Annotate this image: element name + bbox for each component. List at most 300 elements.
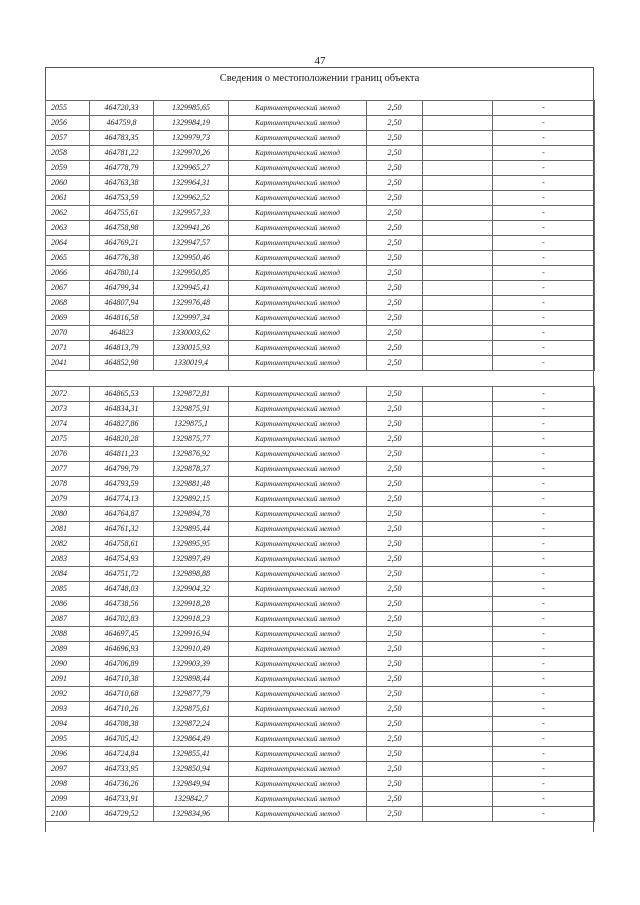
empty-cell [423, 387, 493, 402]
point-number: 2072 [46, 387, 90, 402]
description-cell: - [493, 762, 595, 777]
empty-cell [423, 537, 493, 552]
point-number: 2073 [46, 402, 90, 417]
table-row [46, 792, 595, 807]
accuracy-cell: 2,50 [367, 146, 423, 161]
coordinate-y: 1329918,28 [154, 597, 229, 612]
accuracy-cell: 2,50 [367, 176, 423, 191]
method-cell: Картометрический метод [229, 552, 367, 567]
description-cell: - [493, 311, 595, 326]
coordinate-x: 464696,93 [90, 642, 154, 657]
accuracy-cell: 2,50 [367, 101, 423, 116]
point-number: 2087 [46, 612, 90, 627]
method-cell: Картометрический метод [229, 612, 367, 627]
description-cell: - [493, 447, 595, 462]
accuracy-cell: 2,50 [367, 447, 423, 462]
description-cell: - [493, 627, 595, 642]
empty-cell [423, 807, 493, 822]
table-row [46, 672, 595, 687]
point-number: 2065 [46, 251, 90, 266]
coordinate-x: 464781,22 [90, 146, 154, 161]
method-cell: Картометрический метод [229, 116, 367, 131]
coordinate-y: 1329894,78 [154, 507, 229, 522]
empty-cell [423, 251, 493, 266]
point-number: 2097 [46, 762, 90, 777]
method-cell: Картометрический метод [229, 627, 367, 642]
coordinate-y: 1329855,41 [154, 747, 229, 762]
table-row [46, 807, 595, 822]
table-row [46, 477, 595, 492]
coordinate-x: 464708,38 [90, 717, 154, 732]
method-cell: Картометрический метод [229, 402, 367, 417]
coordinate-y: 1329875,91 [154, 402, 229, 417]
coordinate-x: 464807,94 [90, 296, 154, 311]
point-number: 2091 [46, 672, 90, 687]
empty-cell [423, 281, 493, 296]
empty-cell [423, 266, 493, 281]
empty-cell [423, 777, 493, 792]
table-row [46, 612, 595, 627]
empty-cell [423, 687, 493, 702]
point-number: 2069 [46, 311, 90, 326]
point-number: 2075 [46, 432, 90, 447]
table-row [46, 717, 595, 732]
empty-cell [423, 447, 493, 462]
point-number: 2098 [46, 777, 90, 792]
coordinate-y: 1329864,49 [154, 732, 229, 747]
table-row [46, 522, 595, 537]
coordinate-x: 464778,79 [90, 161, 154, 176]
coordinate-x: 464754,93 [90, 552, 154, 567]
method-cell: Картометрический метод [229, 732, 367, 747]
coordinate-y: 1329941,26 [154, 221, 229, 236]
point-number: 2079 [46, 492, 90, 507]
point-number: 2055 [46, 101, 90, 116]
description-cell: - [493, 221, 595, 236]
method-cell: Картометрический метод [229, 567, 367, 582]
coordinate-y: 1329842,7 [154, 792, 229, 807]
description-cell: - [493, 582, 595, 597]
coordinate-y: 1329872,24 [154, 717, 229, 732]
accuracy-cell: 2,50 [367, 582, 423, 597]
empty-cell [423, 717, 493, 732]
coordinate-x: 464751,72 [90, 567, 154, 582]
table-row [46, 747, 595, 762]
table-row [46, 447, 595, 462]
description-cell: - [493, 281, 595, 296]
description-cell: - [493, 492, 595, 507]
coordinate-x: 464799,34 [90, 281, 154, 296]
coordinate-y: 1329964,31 [154, 176, 229, 191]
coordinate-x: 464764,87 [90, 507, 154, 522]
empty-cell [423, 642, 493, 657]
method-cell: Картометрический метод [229, 762, 367, 777]
empty-cell [423, 176, 493, 191]
coordinate-y: 1329898,44 [154, 672, 229, 687]
empty-cell [423, 567, 493, 582]
method-cell: Картометрический метод [229, 582, 367, 597]
coordinate-x: 464776,38 [90, 251, 154, 266]
accuracy-cell: 2,50 [367, 792, 423, 807]
point-number: 2100 [46, 807, 90, 822]
point-number: 2095 [46, 732, 90, 747]
point-number: 2074 [46, 417, 90, 432]
point-number: 2056 [46, 116, 90, 131]
coordinate-x: 464705,42 [90, 732, 154, 747]
coordinate-y: 1329957,33 [154, 206, 229, 221]
accuracy-cell: 2,50 [367, 717, 423, 732]
coordinate-y: 1329897,49 [154, 552, 229, 567]
accuracy-cell: 2,50 [367, 281, 423, 296]
point-number: 2096 [46, 747, 90, 762]
accuracy-cell: 2,50 [367, 672, 423, 687]
method-cell: Картометрический метод [229, 251, 367, 266]
empty-cell [423, 792, 493, 807]
method-cell: Картометрический метод [229, 356, 367, 371]
method-cell: Картометрический метод [229, 522, 367, 537]
accuracy-cell: 2,50 [367, 131, 423, 146]
coordinate-x: 464710,68 [90, 687, 154, 702]
table-row [46, 627, 595, 642]
table-row [46, 552, 595, 567]
coordinate-y: 1329875,61 [154, 702, 229, 717]
coordinate-y: 1329997,34 [154, 311, 229, 326]
accuracy-cell: 2,50 [367, 356, 423, 371]
coordinates-table-2 [45, 386, 595, 822]
coordinate-y: 1329965,27 [154, 161, 229, 176]
accuracy-cell: 2,50 [367, 597, 423, 612]
empty-cell [423, 582, 493, 597]
method-cell: Картометрический метод [229, 236, 367, 251]
coordinate-x: 464793,59 [90, 477, 154, 492]
accuracy-cell: 2,50 [367, 747, 423, 762]
description-cell: - [493, 266, 595, 281]
coordinate-y: 1329945,41 [154, 281, 229, 296]
description-cell: - [493, 251, 595, 266]
accuracy-cell: 2,50 [367, 251, 423, 266]
table-row [46, 176, 595, 191]
method-cell: Картометрический метод [229, 687, 367, 702]
accuracy-cell: 2,50 [367, 387, 423, 402]
empty-cell [423, 341, 493, 356]
coordinate-x: 464724,84 [90, 747, 154, 762]
coordinate-x: 464748,03 [90, 582, 154, 597]
empty-cell [423, 522, 493, 537]
table-row [46, 462, 595, 477]
accuracy-cell: 2,50 [367, 161, 423, 176]
table-row [46, 251, 595, 266]
point-number: 2078 [46, 477, 90, 492]
empty-cell [423, 702, 493, 717]
method-cell: Картометрический метод [229, 642, 367, 657]
accuracy-cell: 2,50 [367, 402, 423, 417]
accuracy-cell: 2,50 [367, 807, 423, 822]
description-cell: - [493, 146, 595, 161]
table-row [46, 131, 595, 146]
coordinate-y: 1329918,23 [154, 612, 229, 627]
coordinate-x: 464720,33 [90, 101, 154, 116]
coordinate-y: 1329850,94 [154, 762, 229, 777]
description-cell: - [493, 732, 595, 747]
method-cell: Картометрический метод [229, 161, 367, 176]
description-cell: - [493, 191, 595, 206]
point-number: 2099 [46, 792, 90, 807]
point-number: 2070 [46, 326, 90, 341]
coordinate-x: 464813,79 [90, 341, 154, 356]
method-cell: Картометрический метод [229, 432, 367, 447]
accuracy-cell: 2,50 [367, 642, 423, 657]
description-cell: - [493, 807, 595, 822]
coordinate-x: 464738,56 [90, 597, 154, 612]
table-row [46, 236, 595, 251]
point-number: 2071 [46, 341, 90, 356]
method-cell: Картометрический метод [229, 296, 367, 311]
table-row [46, 206, 595, 221]
table-row [46, 732, 595, 747]
point-number: 2094 [46, 717, 90, 732]
point-number: 2057 [46, 131, 90, 146]
accuracy-cell: 2,50 [367, 432, 423, 447]
description-cell: - [493, 507, 595, 522]
coordinate-x: 464763,38 [90, 176, 154, 191]
description-cell: - [493, 462, 595, 477]
coordinate-y: 1329876,92 [154, 447, 229, 462]
description-cell: - [493, 552, 595, 567]
coordinate-x: 464758,61 [90, 537, 154, 552]
point-number: 2080 [46, 507, 90, 522]
table-row [46, 341, 595, 356]
coordinate-x: 464774,13 [90, 492, 154, 507]
empty-cell [423, 462, 493, 477]
coordinate-x: 464827,86 [90, 417, 154, 432]
description-cell: - [493, 402, 595, 417]
point-number: 2083 [46, 552, 90, 567]
description-cell: - [493, 326, 595, 341]
accuracy-cell: 2,50 [367, 762, 423, 777]
coordinate-x: 464710,38 [90, 672, 154, 687]
point-number: 2089 [46, 642, 90, 657]
table-row [46, 582, 595, 597]
coordinate-x: 464852,98 [90, 356, 154, 371]
description-cell: - [493, 176, 595, 191]
description-cell: - [493, 296, 595, 311]
accuracy-cell: 2,50 [367, 116, 423, 131]
table-row [46, 642, 595, 657]
coordinate-x: 464736,26 [90, 777, 154, 792]
coordinate-x: 464816,58 [90, 311, 154, 326]
description-cell: - [493, 672, 595, 687]
method-cell: Картометрический метод [229, 176, 367, 191]
method-cell: Картометрический метод [229, 747, 367, 762]
coordinate-x: 464706,89 [90, 657, 154, 672]
coordinate-y: 1329950,46 [154, 251, 229, 266]
empty-cell [423, 101, 493, 116]
point-number: 2084 [46, 567, 90, 582]
coordinate-x: 464759,8 [90, 116, 154, 131]
coordinate-x: 464761,32 [90, 522, 154, 537]
point-number: 2068 [46, 296, 90, 311]
description-cell: - [493, 687, 595, 702]
empty-cell [423, 326, 493, 341]
table-row [46, 281, 595, 296]
accuracy-cell: 2,50 [367, 552, 423, 567]
point-number: 2063 [46, 221, 90, 236]
description-cell: - [493, 131, 595, 146]
accuracy-cell: 2,50 [367, 777, 423, 792]
method-cell: Картометрический метод [229, 221, 367, 236]
method-cell: Картометрический метод [229, 341, 367, 356]
empty-cell [423, 492, 493, 507]
point-number: 2085 [46, 582, 90, 597]
description-cell: - [493, 657, 595, 672]
accuracy-cell: 2,50 [367, 311, 423, 326]
coordinate-y: 1329875,1 [154, 417, 229, 432]
table-title: Сведения о местоположении границ объекта [219, 73, 420, 84]
point-number: 2064 [46, 236, 90, 251]
table-row [46, 657, 595, 672]
method-cell: Картометрический метод [229, 507, 367, 522]
coordinate-x: 464823 [90, 326, 154, 341]
table-row [46, 507, 595, 522]
table-row [46, 116, 595, 131]
empty-cell [423, 747, 493, 762]
coordinate-y: 1329962,52 [154, 191, 229, 206]
description-cell: - [493, 356, 595, 371]
point-number: 2059 [46, 161, 90, 176]
description-cell: - [493, 477, 595, 492]
accuracy-cell: 2,50 [367, 417, 423, 432]
coordinate-x: 464733,91 [90, 792, 154, 807]
table-row [46, 492, 595, 507]
point-number: 2041 [46, 356, 90, 371]
coordinate-x: 464834,31 [90, 402, 154, 417]
table-row [46, 266, 595, 281]
point-number: 2090 [46, 657, 90, 672]
coordinate-y: 1329898,88 [154, 567, 229, 582]
table-row [46, 101, 595, 116]
coordinate-y: 1329834,96 [154, 807, 229, 822]
method-cell: Картометрический метод [229, 537, 367, 552]
method-cell: Картометрический метод [229, 477, 367, 492]
table-row [46, 191, 595, 206]
table-row [46, 402, 595, 417]
point-number: 2086 [46, 597, 90, 612]
empty-cell [423, 762, 493, 777]
method-cell: Картометрический метод [229, 492, 367, 507]
point-number: 2061 [46, 191, 90, 206]
coordinate-y: 1329875,77 [154, 432, 229, 447]
accuracy-cell: 2,50 [367, 522, 423, 537]
method-cell: Картометрический метод [229, 777, 367, 792]
empty-cell [423, 432, 493, 447]
description-cell: - [493, 747, 595, 762]
coordinate-y: 1329892,15 [154, 492, 229, 507]
description-cell: - [493, 777, 595, 792]
accuracy-cell: 2,50 [367, 537, 423, 552]
empty-cell [423, 552, 493, 567]
accuracy-cell: 2,50 [367, 702, 423, 717]
table-row [46, 296, 595, 311]
method-cell: Картометрический метод [229, 266, 367, 281]
table-row [46, 567, 595, 582]
description-cell: - [493, 597, 595, 612]
empty-cell [423, 356, 493, 371]
description-cell: - [493, 236, 595, 251]
description-cell: - [493, 432, 595, 447]
coordinate-y: 1329872,81 [154, 387, 229, 402]
coordinates-table-1 [45, 100, 595, 371]
coordinate-x: 464865,53 [90, 387, 154, 402]
accuracy-cell: 2,50 [367, 191, 423, 206]
method-cell: Картометрический метод [229, 657, 367, 672]
table-row [46, 762, 595, 777]
coordinate-y: 1329947,57 [154, 236, 229, 251]
empty-cell [423, 732, 493, 747]
accuracy-cell: 2,50 [367, 507, 423, 522]
coordinate-y: 1330003,62 [154, 326, 229, 341]
point-number: 2092 [46, 687, 90, 702]
page-number: 47 [314, 55, 326, 67]
method-cell: Картометрический метод [229, 101, 367, 116]
description-cell: - [493, 101, 595, 116]
coordinate-y: 1329904,32 [154, 582, 229, 597]
empty-cell [423, 236, 493, 251]
point-number: 2066 [46, 266, 90, 281]
empty-cell [423, 672, 493, 687]
empty-cell [423, 477, 493, 492]
table-row [46, 311, 595, 326]
point-number: 2058 [46, 146, 90, 161]
coordinate-x: 464811,23 [90, 447, 154, 462]
coordinate-x: 464710,26 [90, 702, 154, 717]
point-number: 2088 [46, 627, 90, 642]
coordinate-x: 464753,59 [90, 191, 154, 206]
coordinate-x: 464755,61 [90, 206, 154, 221]
method-cell: Картометрический метод [229, 462, 367, 477]
table-row [46, 777, 595, 792]
description-cell: - [493, 161, 595, 176]
accuracy-cell: 2,50 [367, 326, 423, 341]
table-row [46, 161, 595, 176]
empty-cell [423, 206, 493, 221]
accuracy-cell: 2,50 [367, 462, 423, 477]
method-cell: Картометрический метод [229, 702, 367, 717]
description-cell: - [493, 537, 595, 552]
method-cell: Картометрический метод [229, 597, 367, 612]
accuracy-cell: 2,50 [367, 627, 423, 642]
description-cell: - [493, 567, 595, 582]
coordinate-y: 1329950,85 [154, 266, 229, 281]
empty-cell [423, 116, 493, 131]
coordinate-x: 464769,21 [90, 236, 154, 251]
table-row [46, 597, 595, 612]
point-number: 2093 [46, 702, 90, 717]
table-row [46, 387, 595, 402]
description-cell: - [493, 206, 595, 221]
accuracy-cell: 2,50 [367, 206, 423, 221]
accuracy-cell: 2,50 [367, 567, 423, 582]
description-cell: - [493, 642, 595, 657]
empty-cell [423, 311, 493, 326]
empty-cell [423, 402, 493, 417]
accuracy-cell: 2,50 [367, 341, 423, 356]
description-cell: - [493, 116, 595, 131]
table-row [46, 146, 595, 161]
method-cell: Картометрический метод [229, 146, 367, 161]
coordinate-y: 1329916,94 [154, 627, 229, 642]
coordinate-y: 1329895,95 [154, 537, 229, 552]
method-cell: Картометрический метод [229, 717, 367, 732]
